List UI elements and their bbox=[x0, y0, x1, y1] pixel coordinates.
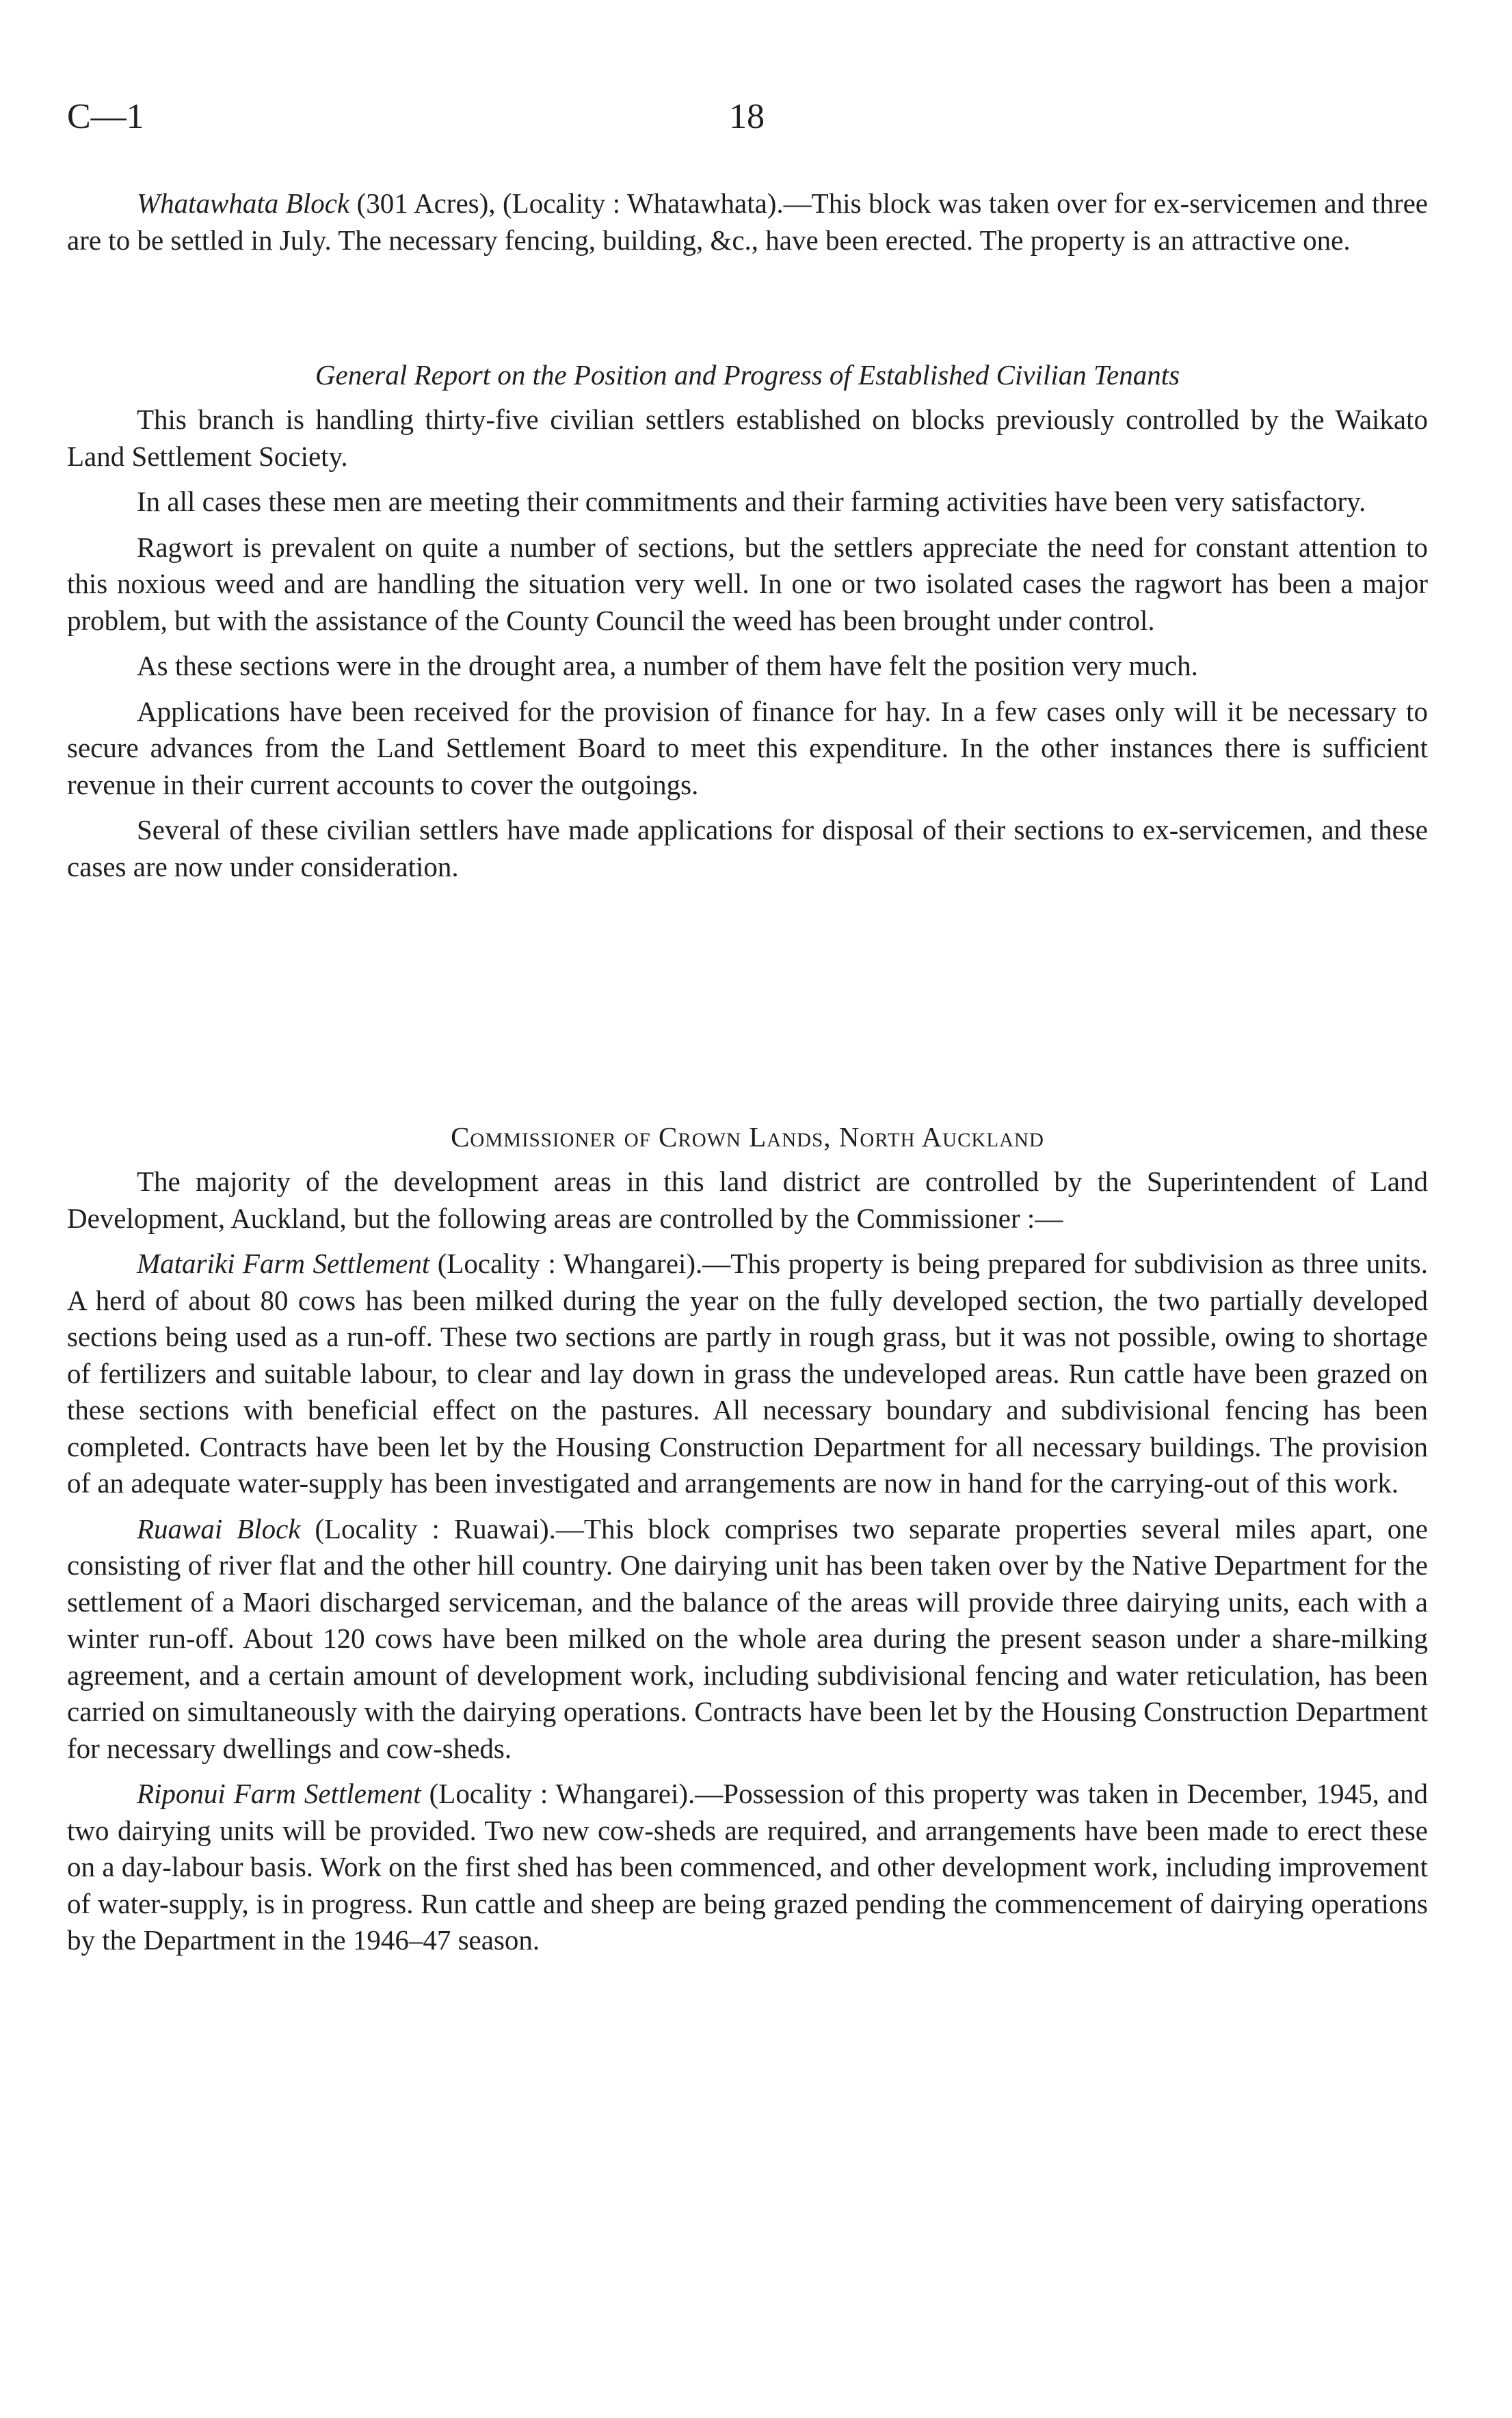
paragraph: Applications have been received for the provision of finance for hay. In a few cases only will it be necessary to secure advances from the Land Settlement Board to meet this expenditure. In the other instances there is sufficient revenue in their current accounts to cover the outgoings. bbox=[67, 695, 1428, 800]
intro-paragraph: The majority of the development areas in this land district are controlled by the Superintendent of Land Development, Auckland, but the following areas are controlled by the Commissioner :— bbox=[67, 1166, 1428, 1234]
paragraph-text: (Locality : Whangarei).—Possession of this property was taken in December, 1945, and two dairying units will be provided. Two new cow-sheds are required, and arrangements have been made to erect these on a day-labour basis. Work on the first shed has been commenced, and other development work, including improvement of water-supply, is in progress. Run cattle and sheep are being grazed pending the commencement of dairying operations by the Department in the 1946–47 season. bbox=[67, 1778, 1429, 1956]
north-auckland-section bbox=[67, 1119, 1428, 1959]
block-name: Riponui Farm Settlement bbox=[137, 1778, 421, 1809]
north-auckland-body bbox=[67, 1164, 1428, 1959]
paragraph: Ragwort is prevalent on quite a number of sections, but the settlers appreciate the need for constant attention to this noxious weed and are handling the situation very well. In one or two isolated cases the ragwort has been a major problem, but with the assistance of the County Council the weed has been brought under control. bbox=[67, 531, 1428, 636]
whatawhata-section bbox=[67, 185, 1428, 259]
block-name: Matariki Farm Settlement bbox=[137, 1248, 430, 1279]
riponui-paragraph bbox=[67, 1776, 1428, 1959]
paragraph: This branch is handling thirty-five civilian settlers established on blocks previously controlled by the Waikato Land Settlement Society. bbox=[67, 404, 1428, 472]
document-reference: C—1 bbox=[67, 97, 144, 136]
paragraph-text: (Locality : Whangarei).—This property is being prepared for subdivision as three units. A herd of about 80 cows has been milked during the year on the fully developed section, the two partially developed sections being used as a run-off. These two sections are partly in rough grass, but it was not possible, owing to shortage of fertilizers and suitable labour, to clear and lay down in grass the undeveloped areas. Run cattle have been grazed on these sections with beneficial effect on the pastures. All necessary boundary and subdivisional fencing has been completed. Contracts have been let by the Housing Construction Department for all necessary buildings. The provision of an adequate water-supply has been investigated and arrangements are now in hand for the carrying-out of this work. bbox=[67, 1248, 1429, 1499]
paragraph-text: (301 Acres), (Locality : Whatawhata).—This block was taken over for ex-servicemen and three are to be settled in July. The necessary fencing, building, &c., have been erected. The property is an attractive one. bbox=[67, 187, 1428, 256]
page-number: 18 bbox=[729, 97, 765, 136]
ruawai-paragraph bbox=[67, 1511, 1428, 1767]
paragraph: Several of these civilian settlers have made applications for disposal of their sections to ex-servicemen, and these cases are now under consideration. bbox=[67, 814, 1428, 882]
general-report-body bbox=[67, 402, 1428, 885]
paragraph: In all cases these men are meeting their commitments and their farming activities have been very satisfactory. bbox=[137, 486, 1366, 517]
page-header bbox=[67, 93, 1428, 141]
block-name: Ruawai Block bbox=[137, 1512, 301, 1545]
matariki-paragraph bbox=[67, 1246, 1428, 1502]
paragraph: As these sections were in the drought area, a number of them have felt the position very much. bbox=[137, 650, 1198, 681]
block-name: Whatawhata Block bbox=[137, 187, 350, 219]
whatawhata-paragraph bbox=[67, 185, 1428, 259]
section-heading: General Report on the Position and Progress of Established Civilian Tenants bbox=[315, 359, 1180, 391]
section-heading: Commissioner of Crown Lands, North Auckland bbox=[451, 1121, 1044, 1153]
general-report-section bbox=[67, 357, 1428, 885]
paragraph-text: (Locality : Ruawai).—This block comprises two separate properties several miles apart, one consisting of river flat and the other hill country. One dairying unit has been taken over by the Native Department for the settlement of a Maori discharged serviceman, and the balance of the areas will provide three dairying units, each with a winter run-off. About 120 cows have been milked on the whole area during the present season under a share-milking agreement, and a certain amount of development work, including subdivisional fencing and water reticulation, has been carried on simultaneously with the dairying operations. Contracts have been let by the Housing Construction Department for necessary dwellings and cow-sheds. bbox=[67, 1512, 1428, 1764]
